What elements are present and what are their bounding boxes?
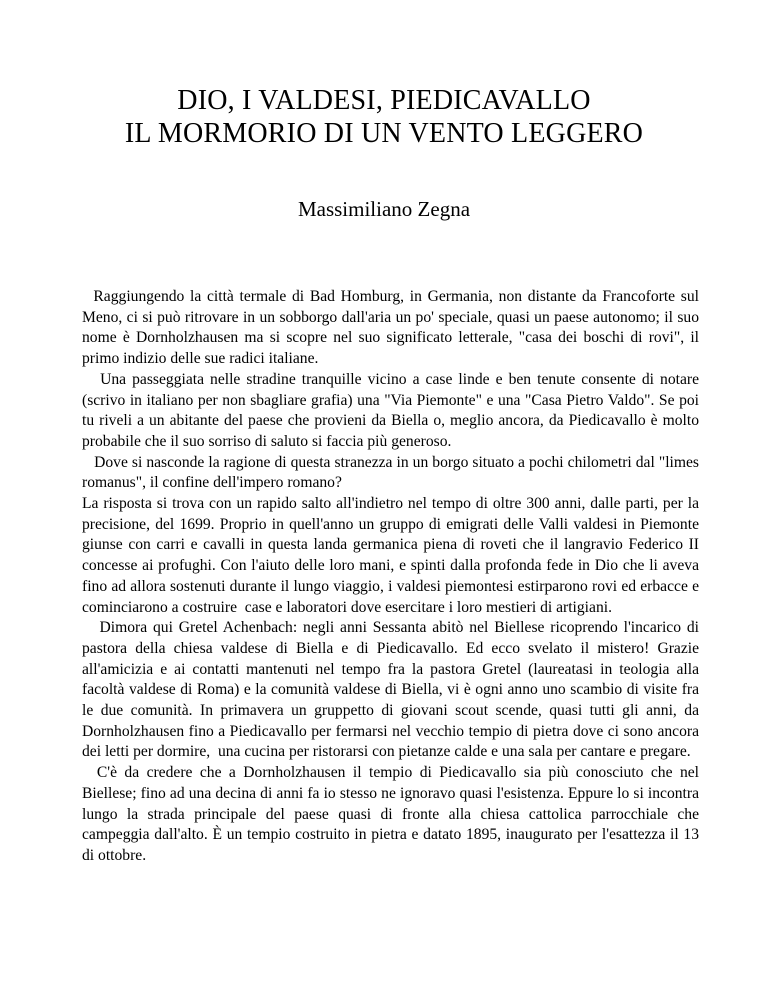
document-title (0, 84, 768, 150)
author-name: Massimiliano Zegna (297, 197, 471, 221)
paragraph: Dimora qui Gretel Achenbach: negli anni Sessanta abitò nel Biellese ricoprendo l'incarico di pastora della chiesa valdese di Biella e di Piedicavallo. Ed ecco svelato il mistero! Grazie all'amicizia e ai contatti mantenuti nel tempo fra la pastora Gretel (laureatasi in teologia alla facoltà valdese di Roma) e la comunità valdese di Biella, vi è ogni anno uno scambio di visite fra le due comunità. In primavera un gruppetto di giovani scout scende, quasi tutti gli anni, da Dornholzhausen fino a Piedicavallo per fermarsi nel vecchio tempio di pietra dove ci sono ancora dei letti per dormire, una cucina per ristorarsi con pietanze calde e una sala per cantare e pregare. (82, 619, 703, 761)
article-body (82, 287, 703, 867)
title-line-1: DIO, I VALDESI, PIEDICAVALLO (177, 85, 591, 116)
paragraph: Una passeggiata nelle stradine tranquille vicino a case linde e ben tenute consente di notare (scrivo in italiano per non sbagliare grafia) una "Via Piemonte" e una "Casa Pietro Valdo". Se poi tu riveli a un abitante del paese che provieni da Biella o, meglio ancora, da Piedicavallo è molto probabile che il suo sorriso di saluto si faccia più generoso. (82, 370, 703, 450)
paragraph: Raggiungendo la città termale di Bad Homburg, in Germania, non distante da Francoforte sul Meno, ci si può ritrovare in un sobborgo dall'aria un po' speciale, quasi un paese autonomo; il suo nome è Dornholzhausen ma si scopre nel suo significato letterale, "casa dei boschi di rovi", il primo indizio delle sue radici italiane. (82, 288, 703, 368)
title-line-2: IL MORMORIO DI UN VENTO LEGGERO (124, 118, 644, 149)
paragraph: C'è da credere che a Dornholzhausen il tempio di Piedicavallo sia più conosciuto che nel Biellese; fino ad una decina di anni fa io stesso ne ignoravo quasi l'esistenza. Eppure lo si incontra lungo la strada principale del paese quasi di fronte alla chiesa cattolica parrocchiale che campeggia dall'alto. È un tempio costruito in pietra e datato 1895, inaugurato per l'esattezza il 13 di ottobre. (82, 764, 703, 864)
paragraph: La risposta si trova con un rapido salto all'indietro nel tempo di oltre 300 anni, dalle parti, per la precisione, del 1699. Proprio in quell'anno un gruppo di emigrati delle Valli valdesi in Piemonte giunse con carri e cavalli in questa landa germanica piena di roveti che il langravio Federico II concesse ai profughi. Con l'aiuto delle loro mani, e spinti dalla profonda fede in Dio che li aveva fino ad allora sostenuti durante il lungo viaggio, i valdesi piemontesi estirparono rovi ed erbacce e cominciarono a costruire case e laboratori dove esercitare i loro mestieri di artigiani. (82, 495, 703, 616)
paragraph: Dove si nasconde la ragione di questa stranezza in un borgo situato a pochi chilometri dal "limes romanus", il confine dell'impero romano? (82, 453, 703, 492)
